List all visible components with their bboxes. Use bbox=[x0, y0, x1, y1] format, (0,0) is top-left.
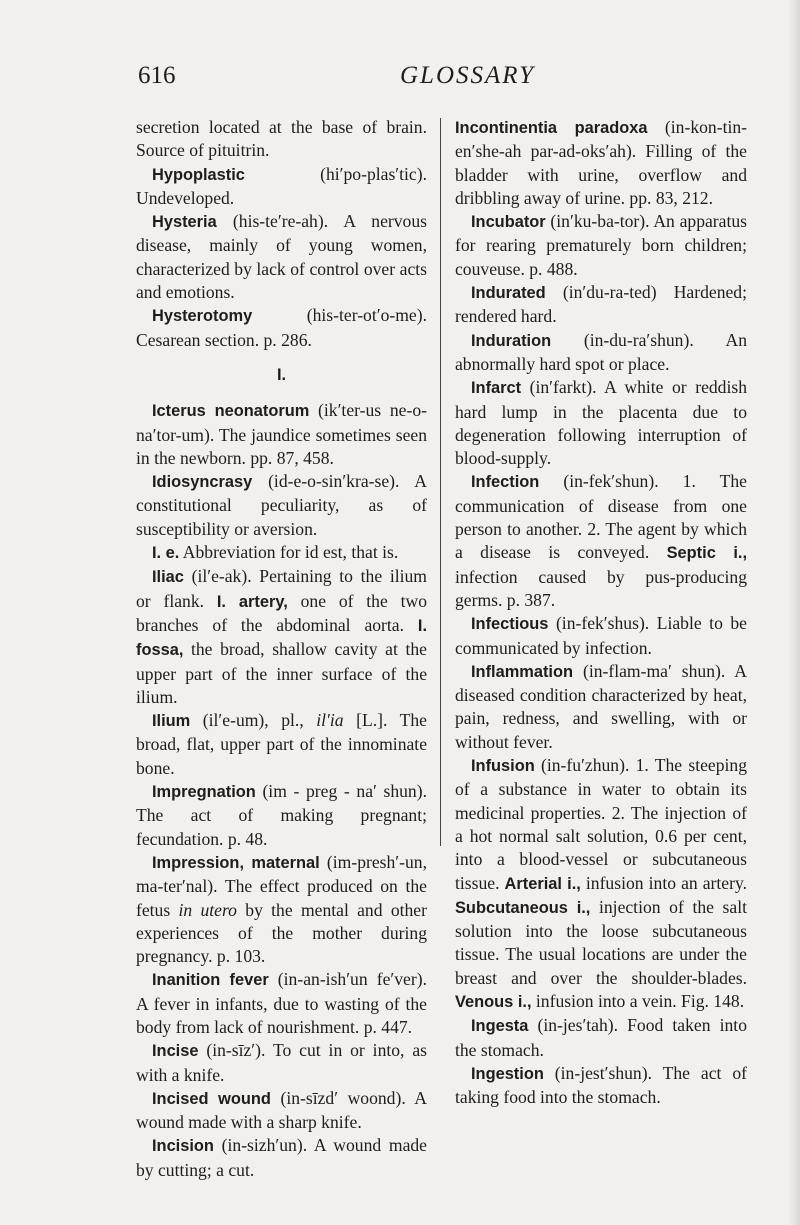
entry-incision bbox=[136, 1134, 427, 1182]
subentry-septic-infection: Septic i., bbox=[666, 544, 747, 563]
entry-ingestion bbox=[455, 1062, 747, 1110]
headword: Ilium bbox=[152, 712, 191, 731]
entry-ilium bbox=[136, 709, 427, 780]
column-divider bbox=[440, 118, 441, 846]
entry-infusion bbox=[455, 754, 747, 1014]
subentry-iliac-fossa: I. fossa, bbox=[136, 616, 427, 660]
left-column bbox=[136, 116, 427, 1182]
definition: (in-kon-tin-en′she-ah par-ad-oks′ah). Filling of the bladder with urine, overflow and dribbling away of urine. pp. 83, 212. bbox=[455, 117, 747, 208]
headword: Impression, maternal bbox=[152, 853, 320, 872]
definition: (in-fek′shun). 1. The communication of disease from one person to another. 2. The agent by which a disease is conveyed. bbox=[455, 471, 747, 563]
entry-incontinentia bbox=[455, 116, 747, 210]
headword: Incontinentia paradoxa bbox=[455, 119, 648, 137]
definition: Abbreviation for id est, that is. bbox=[179, 542, 399, 563]
headword: Infarct bbox=[471, 379, 522, 398]
headword: Hysterotomy bbox=[152, 307, 253, 326]
entry-hysterotomy bbox=[136, 304, 427, 352]
subentry-arterial-infusion: Arterial i., bbox=[504, 874, 581, 893]
definition: (hi′po-plas′tic). Undeveloped. bbox=[136, 163, 427, 208]
entry-infectious bbox=[455, 612, 747, 660]
headword: Incise bbox=[152, 1042, 199, 1061]
entry-induration bbox=[455, 329, 747, 377]
headword: Impregnation bbox=[152, 783, 256, 802]
headword: Incision bbox=[152, 1137, 214, 1156]
plural-form: il′ia bbox=[316, 710, 344, 731]
definition: (in-sizh′un). A wound made by cutting; a cut. bbox=[136, 1135, 427, 1180]
definition: (in-du-ra′shun). An abnormally hard spot or place. bbox=[455, 329, 747, 374]
entry-ingesta bbox=[455, 1014, 747, 1062]
entry-impression bbox=[136, 851, 427, 968]
latin-phrase: in utero bbox=[178, 899, 237, 920]
subentry-venous-infusion: Venous i., bbox=[455, 992, 532, 1011]
headword: Iliac bbox=[152, 568, 184, 587]
entry-icterus bbox=[136, 399, 427, 470]
definition: the broad, shallow cavity at the upper part of the inner surface of the ilium. bbox=[136, 639, 427, 707]
headword: Inanition fever bbox=[152, 971, 269, 990]
definition: infusion into a vein. Fig. 148. bbox=[531, 990, 745, 1011]
definition: (in-fu′zhun). 1. The steeping of a substance in water to obtain its medicinal properties. 2. The injection of a hot normal salt solution, 0.6 per cent, into a blood-vessel or subcutaneous tissue. bbox=[455, 755, 747, 893]
definition: one of the two branches of the abdominal aorta. bbox=[136, 590, 427, 635]
definition: by the mental and other experiences of the mother during pregnancy. p. 103. bbox=[136, 899, 427, 967]
headword: Incised wound bbox=[152, 1089, 271, 1108]
definition: (il′e-ak). Pertaining to the ilium or flank. bbox=[136, 566, 427, 611]
entry-infection bbox=[455, 470, 747, 612]
definition: (in′ku-ba-tor). An apparatus for rearing prematurely born children; couveuse. p. 488. bbox=[455, 211, 747, 279]
page-edge-shadow bbox=[788, 0, 800, 1225]
entry-incised-wound bbox=[136, 1087, 427, 1135]
definition: (in′farkt). A white or reddish hard lump in the placenta due to degeneration following interruption of blood-supply. bbox=[455, 377, 747, 469]
entry-inflammation bbox=[455, 660, 747, 754]
headword: Ingesta bbox=[471, 1017, 529, 1036]
definition: injection of the salt solution into the loose subcutaneous tissue. The usual locations are under the breast and over the shoulder-blades. bbox=[455, 896, 747, 988]
definition: (his-ter-ot′o-me). Cesarean section. p. 286. bbox=[136, 305, 427, 350]
page-header bbox=[138, 62, 698, 102]
entry-inanition bbox=[136, 968, 427, 1039]
definition: (im - preg - na′ shun). The act of making pregnant; fecundation. p. 48. bbox=[136, 781, 427, 849]
headword: Idiosyncrasy bbox=[152, 473, 253, 492]
right-column bbox=[455, 116, 747, 1109]
headword: Induration bbox=[471, 331, 552, 350]
definition: infusion into an artery. bbox=[580, 872, 748, 893]
headword: Ingestion bbox=[471, 1064, 544, 1083]
page-number: 616 bbox=[138, 62, 176, 89]
subentry-iliac-artery: I. artery, bbox=[216, 592, 288, 611]
definition: (in-fek′shus). Liable to be communicated by infection. bbox=[455, 613, 747, 658]
definition: (in-jes′tah). Food taken into the stomach. bbox=[455, 1015, 747, 1060]
headword: Hysteria bbox=[152, 213, 217, 232]
entry-impregnation bbox=[136, 780, 427, 851]
definition: (id-e-o-sin′kra-se). A constitutional peculiarity, as of susceptibility or aversion. bbox=[136, 471, 427, 539]
entry-hysteria bbox=[136, 210, 427, 304]
headword: Indurated bbox=[471, 284, 546, 303]
definition: infection caused by pus-producing germs. p. 387. bbox=[455, 566, 747, 610]
definition: (in-sīzd′ woond). A wound made with a sharp knife. bbox=[136, 1087, 427, 1133]
definition: (il′e-um), pl., bbox=[190, 710, 317, 731]
headword: Infectious bbox=[471, 615, 549, 634]
section-letter-i: I. bbox=[276, 365, 287, 384]
headword: Inflammation bbox=[471, 662, 573, 681]
entry-incise bbox=[136, 1039, 427, 1087]
subentry-subcutaneous-infusion: Subcutaneous i., bbox=[455, 898, 591, 917]
headword: Infusion bbox=[471, 757, 535, 776]
headword: Incubator bbox=[471, 213, 546, 232]
definition: (his-te′re-ah). A nervous disease, mainly of young women, characterized by lack of control over acts and emotions. bbox=[136, 211, 427, 303]
entry-iliac bbox=[136, 565, 427, 709]
entry-ie bbox=[136, 541, 427, 565]
definition: (ik′ter-us ne-o-na′tor-um). The jaundice sometimes seen in the newborn. pp. 87, 458. bbox=[136, 400, 427, 468]
entry-idiosyncrasy bbox=[136, 470, 427, 541]
definition: (in-an-ish′un fe′ver). A fever in infants, due to wasting of the body from lack of nourishment. p. 447. bbox=[136, 969, 427, 1037]
headword: Hypoplastic bbox=[152, 165, 245, 184]
headword: Icterus neonatorum bbox=[152, 402, 310, 421]
entry-hypoplastic bbox=[136, 163, 427, 211]
definition: (in′du-ra-ted) Hardened; rendered hard. bbox=[455, 282, 747, 327]
definition: (in-sīz′). To cut in or into, as with a knife. bbox=[136, 1040, 427, 1085]
headword: I. e. bbox=[152, 544, 180, 563]
running-title: GLOSSARY bbox=[400, 62, 536, 89]
headword: Infection bbox=[471, 473, 540, 492]
definition: [L.]. The broad, flat, upper part of the innominate bone. bbox=[136, 710, 427, 778]
definition: (in-jest′shun). The act of taking food into the stomach. bbox=[455, 1062, 747, 1108]
entry-infarct bbox=[455, 376, 747, 470]
entry-indurated bbox=[455, 281, 747, 329]
entry-incubator bbox=[455, 210, 747, 281]
definition: (im-presh′-un, ma-ter′nal). The effect produced on the fetus bbox=[136, 851, 427, 920]
entry-continuation: secretion located at the base of brain. Source of pituitrin. bbox=[136, 117, 427, 161]
definition: (in-flam-ma′ shun). A diseased condition characterized by heat, pain, redness, and swelling, with or without fever. bbox=[455, 660, 747, 752]
